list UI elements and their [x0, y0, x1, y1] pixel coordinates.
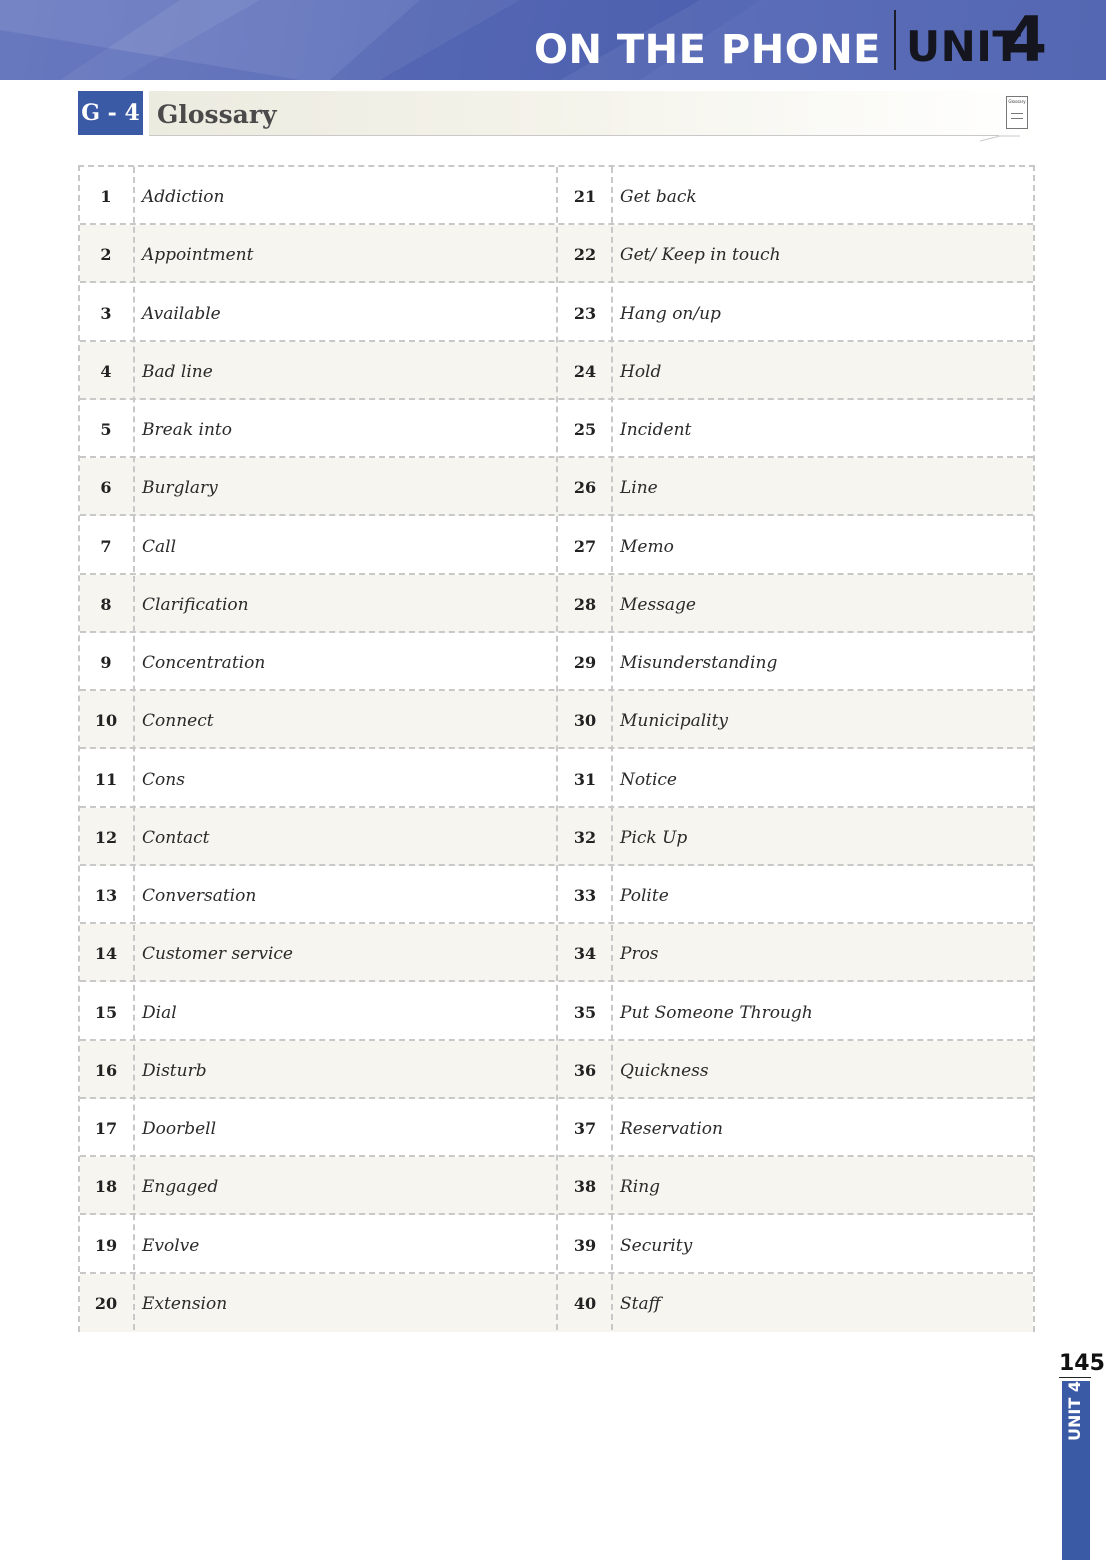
term-number: 11	[94, 769, 118, 789]
glossary-term: Customer service	[142, 944, 293, 965]
term-number: 33	[573, 886, 597, 905]
term-number: 4	[100, 361, 112, 381]
glossary-term: Dial	[142, 1002, 177, 1023]
glossary-term: Conversation	[142, 886, 257, 906]
term-number: 21	[573, 187, 597, 206]
glossary-term: Cons	[142, 769, 185, 790]
term-number: 29	[573, 653, 597, 672]
glossary-term: Quickness	[620, 1060, 709, 1081]
glossary-term: Addiction	[142, 187, 225, 207]
section-title-bar	[149, 91, 1039, 135]
document-icon	[1006, 96, 1028, 129]
glossary-term: Concentration	[142, 653, 266, 673]
glossary-term: Doorbell	[142, 1119, 217, 1139]
term-number: 9	[100, 653, 112, 672]
glossary-term: Reservation	[620, 1119, 723, 1139]
term-number: 26	[573, 478, 597, 498]
glossary-term: Notice	[620, 769, 677, 790]
term-number: 19	[94, 1235, 118, 1255]
glossary-term: Extension	[142, 1293, 228, 1314]
glossary-term: Break into	[142, 420, 232, 440]
section-title: Glossary	[157, 100, 277, 129]
unit-number: 4	[1004, 3, 1048, 76]
glossary-term: Connect	[142, 711, 214, 732]
glossary-term: Get back	[620, 187, 697, 207]
glossary-term: Bad line	[142, 361, 213, 382]
term-number: 1	[100, 187, 112, 206]
page-banner	[0, 0, 1106, 80]
term-number: 3	[100, 303, 112, 323]
glossary-term: Incident	[620, 420, 692, 440]
glossary-term: Staff	[620, 1293, 661, 1314]
term-number: 15	[94, 1002, 118, 1022]
side-tab-label: UNIT 4	[1065, 1381, 1084, 1441]
term-number: 31	[573, 769, 597, 789]
glossary-term: Appointment	[142, 245, 254, 266]
term-number: 2	[100, 245, 112, 265]
glossary-term: Pros	[620, 944, 659, 965]
section-underline	[149, 135, 999, 136]
glossary-term: Memo	[620, 536, 674, 557]
term-number: 8	[100, 594, 112, 614]
term-number: 32	[573, 827, 597, 847]
term-number: 20	[94, 1293, 118, 1313]
term-number: 22	[573, 245, 597, 265]
section-code: G - 4	[78, 91, 143, 135]
column-divider	[556, 167, 558, 1330]
term-number: 36	[573, 1060, 597, 1080]
glossary-term: Contact	[142, 827, 210, 848]
glossary-term: Call	[142, 536, 177, 557]
term-number: 13	[94, 886, 118, 905]
glossary-term: Hold	[620, 361, 662, 382]
term-number: 24	[573, 361, 597, 381]
term-number: 28	[573, 594, 597, 614]
term-number: 27	[573, 536, 597, 556]
term-number: 17	[94, 1119, 118, 1138]
document-icon-lines	[1011, 113, 1023, 119]
glossary-term: Misunderstanding	[620, 653, 778, 673]
page-number-rule	[1059, 1377, 1091, 1378]
glossary-term: Get/ Keep in touch	[620, 245, 781, 266]
glossary-term: Line	[620, 478, 658, 499]
glossary-table	[78, 165, 1035, 1332]
glossary-term: Ring	[620, 1177, 661, 1198]
term-number: 12	[94, 827, 118, 847]
glossary-term: Hang on/up	[620, 303, 721, 324]
term-number: 35	[573, 1002, 597, 1022]
term-number: 16	[94, 1060, 118, 1080]
glossary-term: Clarification	[142, 594, 249, 615]
term-number: 6	[100, 478, 112, 498]
glossary-term: Evolve	[142, 1235, 200, 1256]
term-number: 18	[94, 1177, 118, 1197]
glossary-term: Burglary	[142, 478, 218, 499]
unit-label: UNIT	[906, 22, 1022, 71]
glossary-term: Disturb	[142, 1060, 207, 1081]
term-number: 10	[94, 711, 118, 731]
column-divider	[611, 167, 613, 1330]
term-number: 38	[573, 1177, 597, 1197]
glossary-term: Security	[620, 1235, 693, 1256]
banner-divider	[894, 10, 896, 70]
unit-title: ON THE PHONE	[533, 27, 881, 73]
page-number: 145	[1059, 1351, 1105, 1376]
term-number: 5	[100, 420, 112, 439]
glossary-term: Engaged	[142, 1177, 219, 1198]
glossary-term: Message	[620, 594, 696, 615]
term-number: 34	[573, 944, 597, 964]
column-divider	[133, 167, 135, 1330]
glossary-term: Available	[142, 303, 221, 324]
term-number: 7	[100, 536, 112, 556]
term-number: 30	[573, 711, 597, 731]
glossary-term: Pick Up	[620, 827, 688, 848]
document-icon-label: Glossary	[1008, 99, 1026, 104]
term-number: 39	[573, 1235, 597, 1255]
term-number: 40	[573, 1293, 597, 1313]
glossary-term: Put Someone Through	[620, 1002, 813, 1023]
glossary-term: Polite	[620, 886, 669, 906]
section-underline-tail	[980, 130, 1020, 142]
term-number: 23	[573, 303, 597, 323]
term-number: 25	[573, 420, 597, 439]
glossary-term: Municipality	[620, 711, 729, 732]
term-number: 37	[573, 1119, 597, 1138]
term-number: 14	[94, 944, 118, 964]
